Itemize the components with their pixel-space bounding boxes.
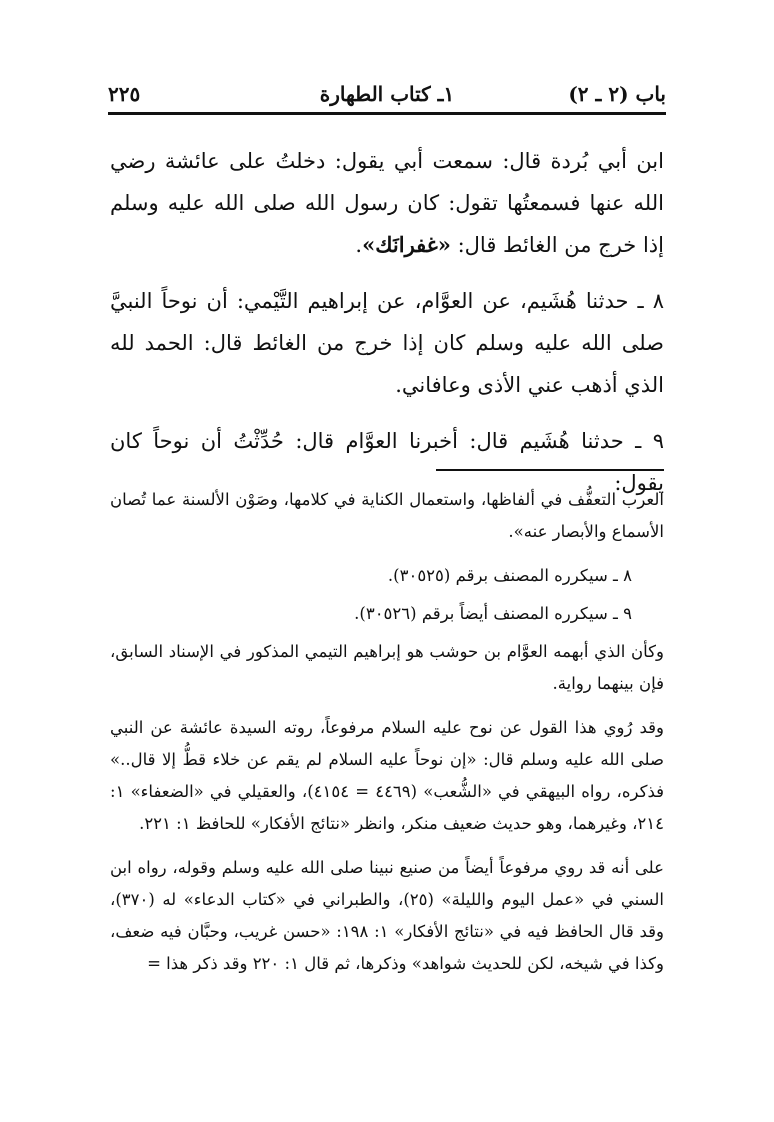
hadith-8: ٨ ـ حدثنا هُشَيم، عن العوَّام، عن إبراهيم التَّيْمي: أن نوحاً النبيَّ صلى الله عليه وسلم كان إذا خرج من الغائط قال: الحمد لله الذي أذهب عني الأذى وعافاني. xyxy=(110,289,664,397)
page-header xyxy=(108,74,666,115)
footnotes xyxy=(110,484,664,992)
footnote-9: ٩ ـ سيكرره المصنف أيضاً برقم (٣٠٥٢٦). xyxy=(354,604,632,623)
hadith-9: ٩ ـ حدثنا هُشَيم قال: أخبرنا العوَّام قال: حُدِّثْتُ أن نوحاً كان يقول: xyxy=(110,429,664,495)
footnote-paragraph-a: وكأن الذي أبهمه العوَّام بن حوشب هو إبراهيم التيمي المذكور في الإسناد السابق، فإن بينهما رواية. xyxy=(110,642,664,693)
footnote-paragraph-b: وقد رُوي هذا القول عن نوح عليه السلام مرفوعاً، روته السيدة عائشة عن النبي صلى الله عليه وسلم قال: «إن نوحاً عليه السلام لم يقم عن خلاء قطُّ إلا قال..» فذكره، رواه البيهقي في «الشُّعب» (٤٤٦٩ = ٤١٥٤)، والعقيلي في «الضعفاء» ١: ٢١٤، وغيرهما، وهو حديث ضعيف منكر، وانظر «نتائج الأفكار» للحافظ ١: ٢٢١. xyxy=(110,718,664,833)
paragraph-continuation xyxy=(110,140,664,266)
chapter-label: باب (٢ ـ ٢) xyxy=(568,82,666,106)
footnote-separator xyxy=(436,469,664,471)
page-number: ٢٢٥ xyxy=(108,82,141,106)
quoted-supplication: «غفرانَك» xyxy=(362,232,451,257)
footnote-8: ٨ ـ سيكرره المصنف برقم (٣٠٥٢٥). xyxy=(387,566,632,585)
footnote-continuation: العرب التعفُّف في ألفاظها، واستعمال الكناية في كلامها، وصَوْن الألسنة عما تُصان الأسماع والأبصار عنه». xyxy=(110,490,664,541)
footnote-paragraph-c: على أنه قد روي مرفوعاً أيضاً من صنيع نبينا صلى الله عليه وسلم وقوله، رواه ابن السني في «عمل اليوم والليلة» (٢٥)، والطبراني في «كتاب الدعاء» له (٣٧٠)، وقد قال الحافظ فيه في «نتائج الأفكار» ١: ١٩٨: «حسن غريب، وحبَّان فيه ضعف، وكذا في شيخه، لكن للحديث شواهد» وذكرها، ثم قال ١: ٢٢٠ وقد ذكر هذا = xyxy=(110,858,664,973)
main-text xyxy=(110,140,664,518)
paragraph-continuation-text: ابن أبي بُردة قال: سمعت أبي يقول: دخلتُ على عائشة رضي الله عنها فسمعتُها تقول: كان رسول الله صلى الله عليه وسلم إذا خرج من الغائط قال: xyxy=(110,149,664,257)
paragraph-continuation-end: . xyxy=(355,233,363,257)
book-title: ١ـ كتاب الطهارة xyxy=(319,82,455,106)
